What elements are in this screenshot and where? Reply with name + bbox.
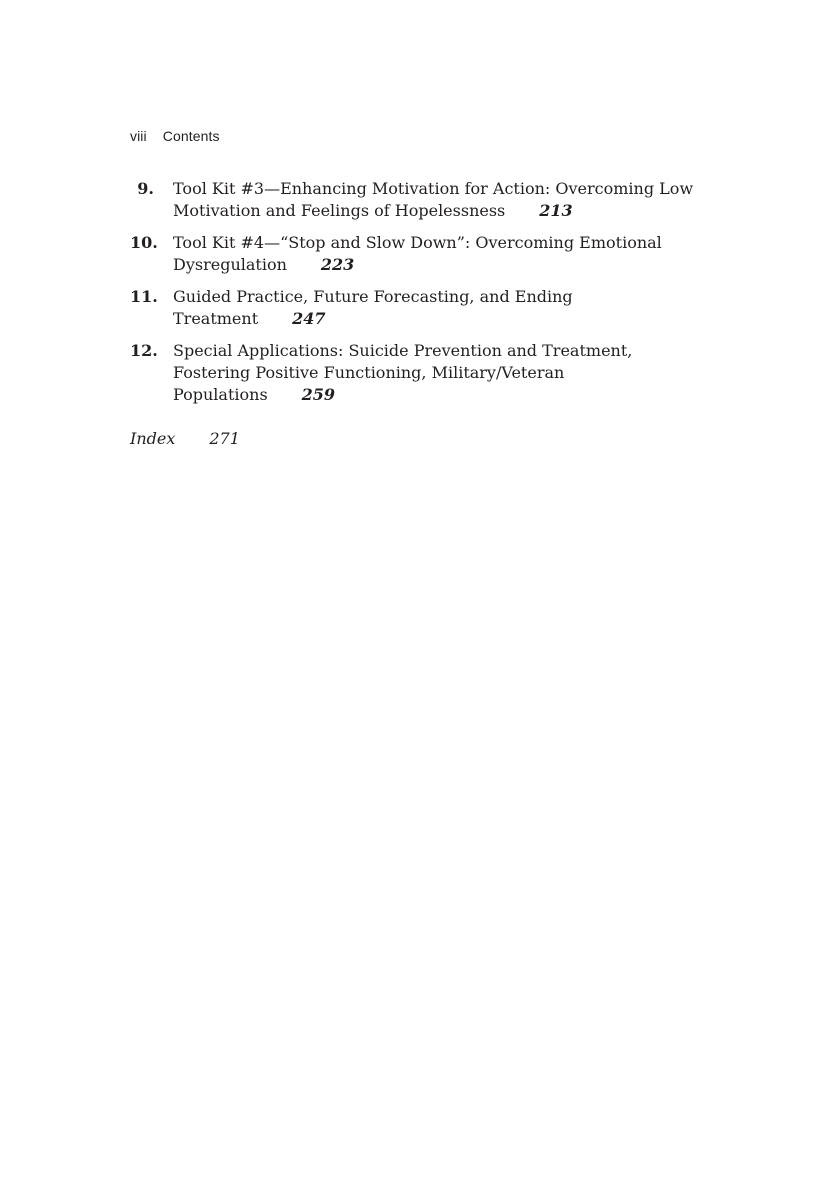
toc-entry-chapter-11[interactable] (130, 286, 710, 330)
chapter-title: Tool Kit #4—“Stop and Slow Down”: Overcoming Emotional Dysregulation (173, 233, 662, 274)
chapter-page-number: 247 (292, 309, 326, 328)
toc-entry-chapter-10[interactable] (130, 232, 710, 276)
index-label: Index (130, 429, 176, 448)
running-head-title: Contents (162, 128, 220, 144)
chapter-title-wrapper (173, 286, 710, 330)
chapter-page-number: 259 (301, 385, 336, 404)
chapter-page-number: 223 (320, 255, 355, 274)
chapter-page-number: 213 (539, 201, 573, 220)
chapter-number: 10. (130, 233, 158, 252)
chapter-title: Special Applications: Suicide Prevention and Treatment, Fostering Positive Functioning, Military/Veteran Populations (173, 341, 633, 404)
toc-entry-chapter-9[interactable] (130, 178, 710, 222)
chapter-title: Guided Practice, Future Forecasting, and Ending Treatment (173, 287, 573, 328)
toc-entry-chapter-12[interactable] (130, 340, 710, 406)
chapter-number: 12. (130, 341, 158, 360)
index-page-number: 271 (209, 429, 240, 448)
chapter-number: 11. (130, 287, 158, 306)
table-of-contents (130, 178, 710, 450)
running-head (130, 128, 220, 144)
chapter-title-wrapper (173, 178, 710, 222)
page-folio: viii (130, 128, 147, 144)
chapter-title-wrapper (173, 232, 710, 276)
chapter-number: 9. (137, 179, 154, 198)
chapter-title-wrapper (173, 340, 710, 406)
toc-entry-index[interactable] (130, 428, 710, 450)
chapter-title: Tool Kit #3—Enhancing Motivation for Action: Overcoming Low Motivation and Feelings of Hopelessness (173, 179, 694, 220)
